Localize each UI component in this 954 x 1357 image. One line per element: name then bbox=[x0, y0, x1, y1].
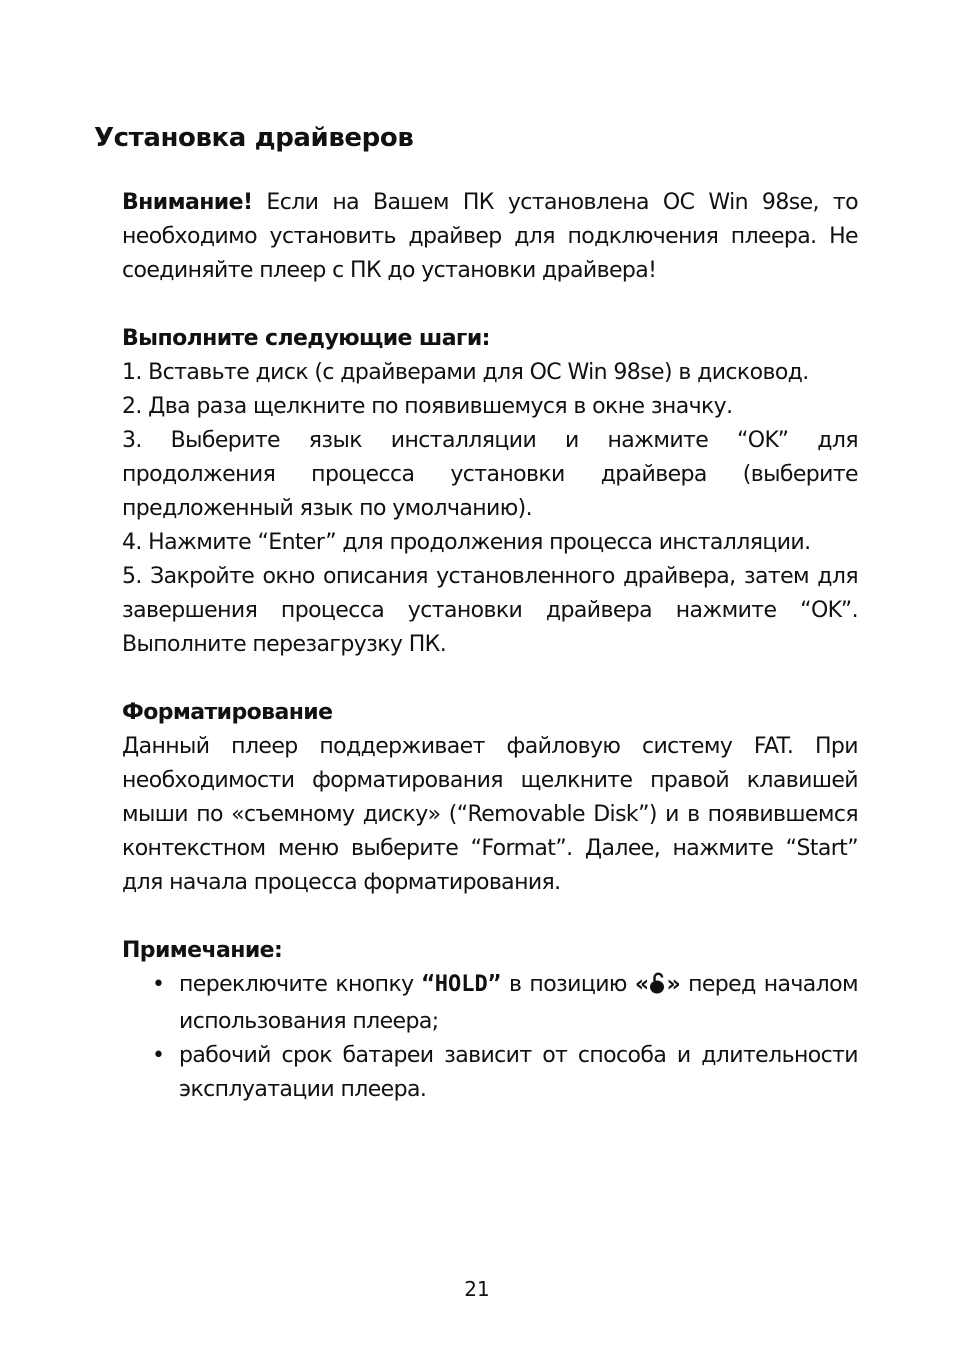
formatting-heading: Форматирование bbox=[122, 700, 333, 725]
unlocked-padlock-icon bbox=[649, 971, 665, 1005]
step-item: 5. Закройте окно описания установленного драйвера, затем для завершения процесса установки драйвера нажмите “OK”. Выполните перезагрузку ПК. bbox=[122, 564, 858, 657]
steps-heading: Выполните следующие шаги: bbox=[122, 326, 490, 351]
spacer bbox=[122, 662, 858, 696]
spacer bbox=[122, 900, 858, 934]
list-item bbox=[122, 1039, 858, 1107]
bullet-icon: • bbox=[152, 1043, 165, 1068]
bullet-icon: • bbox=[152, 972, 165, 997]
note-text-before: переключите кнопку bbox=[179, 972, 422, 997]
note-item-text: рабочий срок батареи зависит от способа и длительности эксплуатации плеера. bbox=[179, 1043, 858, 1102]
page-title: Установка драйверов bbox=[94, 123, 414, 153]
note-text-middle: в позицию bbox=[501, 972, 635, 997]
note-heading: Примечание: bbox=[122, 938, 283, 963]
note-text-after: перед началом использования плеера; bbox=[179, 972, 858, 1034]
attention-label: Внимание! bbox=[122, 190, 253, 215]
page-content bbox=[122, 186, 858, 1107]
attention-text: Если на Вашем ПК установлена ОС Win 98se, то необходимо установить драйвер для подключения плеера. Не соединяйте плеер с ПК до установки драйвера! bbox=[122, 190, 858, 283]
step-item: 3. Выберите язык инсталляции и нажмите “OK” для продолжения процесса установки драйвера (выберите предложенный язык по умолчанию). bbox=[122, 428, 858, 521]
hold-key-label: “HOLD” bbox=[421, 972, 502, 997]
quote-open: « bbox=[634, 972, 649, 997]
spacer bbox=[122, 288, 858, 322]
step-item: 2. Два раза щелкните по появившемуся в окне значку. bbox=[122, 394, 733, 419]
note-list bbox=[122, 968, 858, 1107]
list-item bbox=[122, 968, 858, 1039]
quote-close: » bbox=[666, 972, 681, 997]
formatting-text: Данный плеер поддерживает файловую систему FAT. При необходимости форматирования щелкните правой клавишей мыши по «съемному диску» (“Removable Disk”) и в появившемся контекстном меню выберите “Format”. Далее, нажмите “Start” для начала процесса форматирования. bbox=[122, 734, 858, 895]
attention-paragraph bbox=[122, 186, 858, 288]
step-item: 1. Вставьте диск (с драйверами для ОС Win 98se) в дисковод. bbox=[122, 360, 809, 385]
step-item: 4. Нажмите “Enter” для продолжения процесса инсталляции. bbox=[122, 530, 811, 555]
page-number: 21 bbox=[464, 1277, 490, 1301]
